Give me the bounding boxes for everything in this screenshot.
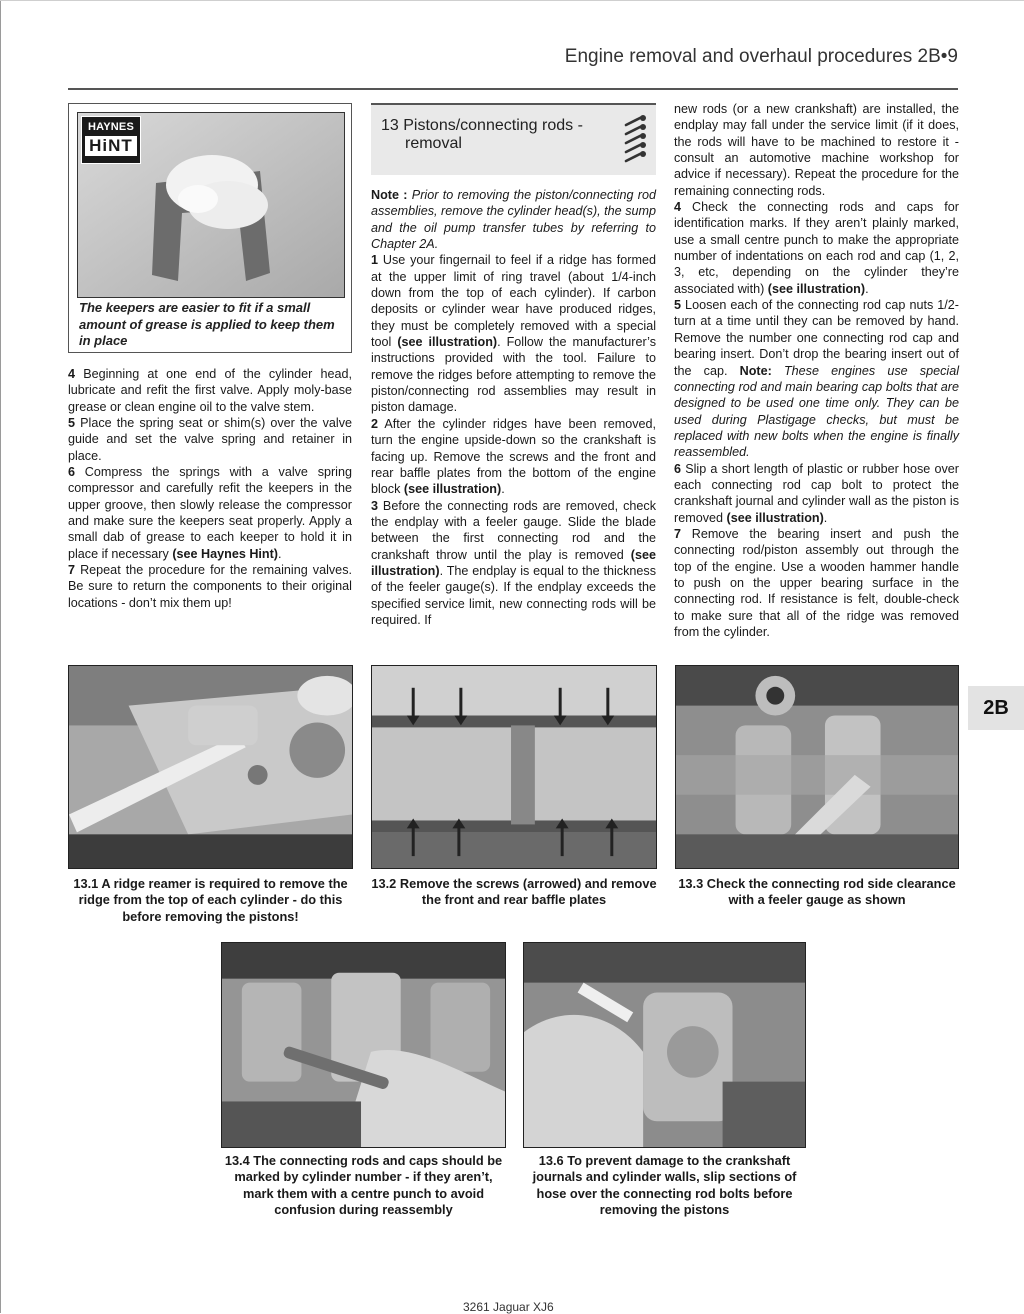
figure-13-1-photo xyxy=(68,665,353,869)
figure-13-4-image xyxy=(222,943,505,1147)
figure-13-1-caption: 13.1 A ridge reamer is required to remove the ridge from the top of each cylinder - do this before removing the pistons! xyxy=(73,876,348,924)
step-number: 6 xyxy=(68,465,76,480)
note-text: These engines use special connecting rod and main bearing cap bolts that are designed to be used one time only. They can be used during Plastigage checks, but must be replaced with new bolts when the engine is finally reassembled. xyxy=(674,363,959,460)
paragraph-text: . The endplay is equal to the thickness of the feeler gauge(s). If the endplay exceeds the specified service limit, new connecting rods will be required. If xyxy=(371,563,656,627)
hint-caption: The keepers are easier to fit if a small amount of grease is applied to keep them in place xyxy=(79,300,335,348)
figure-13-2-caption: 13.2 Remove the screws (arrowed) and remove the front and rear baffle plates xyxy=(371,876,657,908)
step-number: 6 xyxy=(674,461,682,476)
figure-13-1-image xyxy=(69,666,352,868)
step-number: 2 xyxy=(371,416,379,431)
paragraph-2 xyxy=(371,416,656,498)
paragraph-7-rods xyxy=(674,526,959,640)
figure-13-2-image xyxy=(372,666,656,868)
paragraph-1 xyxy=(371,252,656,415)
step-number: 7 xyxy=(68,563,76,578)
figure-13-4-photo xyxy=(221,942,506,1148)
paragraph-text: Beginning at one end of the cylinder head, lubricate and refit the first valve. Apply moly-base grease or clean engine oil to the valve stem. xyxy=(68,367,352,414)
paragraph-5-rods xyxy=(674,297,959,460)
paragraph-5 xyxy=(68,415,352,464)
paragraph-text: . xyxy=(278,546,282,561)
paragraph-text: Use your fingernail to feel if a ridge has formed at the upper limit of ring travel (about 1/4-inch down from the top of each cylinder). If carbon deposits or cylinder wear have produced ridges, they must be completely removed with a special tool xyxy=(371,253,656,350)
difficulty-spanner-icon xyxy=(622,115,648,171)
illustration-reference: (see illustration) xyxy=(726,510,824,525)
paragraph-text: . xyxy=(865,281,869,296)
column-3 xyxy=(674,101,959,640)
paragraph-text: Place the spring seat or shim(s) over the valve guide and set the valve spring and retainer in place. xyxy=(68,416,352,463)
paragraph-4-rods xyxy=(674,199,959,297)
section-title-sub: removal xyxy=(405,135,462,152)
step-number: 5 xyxy=(68,416,76,431)
section-heading-box xyxy=(371,103,656,175)
paragraph-text: Compress the springs with a valve spring compressor and carefully refit the keepers in the upper groove, then slowly release the compressor and make sure the keepers seat properly. Apply a small dab of grease to each keeper to hold it in place if necessary xyxy=(68,465,352,561)
page-footer: 3261 Jaguar XJ6 xyxy=(463,1300,554,1314)
figure-13-3-photo xyxy=(675,665,959,869)
chapter-tab: 2B xyxy=(968,686,1024,730)
header-rule xyxy=(68,88,958,90)
paragraph-text: . xyxy=(501,482,505,497)
step-number: 5 xyxy=(674,298,682,313)
column-2 xyxy=(371,187,656,628)
illustration-reference: (see illustration) xyxy=(397,335,498,350)
section-title xyxy=(381,117,583,153)
column-1 xyxy=(68,366,352,611)
section-title-main: 13 Pistons/connecting rods - xyxy=(381,117,583,134)
note-label: Note: xyxy=(739,363,772,378)
step-number: 7 xyxy=(674,526,682,541)
running-head: Engine removal and overhaul procedures 2B•9 xyxy=(564,46,958,67)
page-edge-left xyxy=(0,0,1,1313)
step-number: 4 xyxy=(68,367,76,381)
paragraph-text: Loosen each of the connecting rod cap nuts 1/2-turn at a time until they can be removed by hand. Remove the number one connecting rod cap and bearing insert. Don’t drop the bearing insert out of the cap. xyxy=(674,298,959,378)
figure-13-6-caption: 13.6 To prevent damage to the crankshaft journals and cylinder walls, slip sections of hose over the connecting rod bolts before removing the pistons xyxy=(532,1153,797,1218)
note-text: Prior to removing the piston/connecting rod assemblies, remove the cylinder head(s), the sump and the oil pump transfer tubes by referring to Chapter 2A. xyxy=(371,188,656,252)
paragraph-text: . xyxy=(823,510,828,525)
hint-logo-top: HAYNES xyxy=(87,121,135,133)
illustration-reference: (see illustration) xyxy=(403,482,502,497)
paragraph-continued: new rods (or a new crankshaft) are installed, the endplay may fall under the service limit (if it does, the rods will have to be machined to restore it - consult an automotive machine workshop for advice if necessary). Repeat the procedure for the remaining connecting rods. xyxy=(674,102,959,198)
step-number: 4 xyxy=(674,200,682,215)
paragraph-text: Remove the bearing insert and push the connecting rod/piston assembly out through the top of the engine. Use a wooden hammer handle to push on the upper bearing surface in the connecting rod. If resistance is felt, double-check to make sure that all of the ridge was removed from the cylinder. xyxy=(674,526,959,639)
paragraph-text: Before the connecting rods are removed, check the endplay with a feeler gauge. Slide the blade between the first connecting rod and the crankshaft throw until the play is removed xyxy=(371,498,656,562)
step-number: 1 xyxy=(371,253,379,268)
illustration-reference: (see illustration) xyxy=(767,281,866,296)
illustration-reference: (see illustration) xyxy=(371,547,656,578)
haynes-hint-logo xyxy=(81,116,141,164)
paragraph-text: Check the connecting rods and caps for identification marks. If they aren’t plainly marked, use a small centre punch to make the appropriate number of indentations on each rod and cap (1, 2, 3, etc, depending on the cylinder they’re associated with) xyxy=(674,200,959,296)
paragraph-7 xyxy=(68,562,352,611)
note-paragraph xyxy=(371,187,656,252)
note-label: Note : xyxy=(371,188,408,202)
figure-13-4-caption: 13.4 The connecting rods and caps should be marked by cylinder number - if they aren’t, mark them with a centre punch to avoid confusion during reassembly xyxy=(224,1153,503,1218)
figure-13-2-photo xyxy=(371,665,657,869)
hint-reference: (see Haynes Hint) xyxy=(172,546,278,561)
hint-logo-word: HiNT xyxy=(85,136,137,156)
paragraph-text: . Follow the manufacturer’s instructions provided with the tool. Failure to remove the ridges before attempting to remove the piston/connecting rod assemblies may result in piston damage. xyxy=(371,335,656,415)
step-number: 3 xyxy=(371,498,379,513)
hint-photo xyxy=(77,112,345,298)
paragraph-3 xyxy=(371,498,656,629)
page-edge-top xyxy=(0,0,1024,1)
paragraph-text: Slip a short length of plastic or rubber hose over each connecting rod cap bolt to protect the crankshaft journal and cylinder wall as the piston is removed xyxy=(674,461,959,525)
figure-13-6-image xyxy=(524,943,805,1147)
figure-13-3-image xyxy=(676,666,958,868)
paragraph-6 xyxy=(68,464,352,562)
paragraph-text: After the cylinder ridges have been removed, turn the engine upside-down so the crankshaft is facing up. Remove the screws and the front and rear baffle plates from the bottom of the engine block xyxy=(371,416,656,497)
paragraph-6-rods xyxy=(674,461,959,526)
haynes-hint-box xyxy=(68,103,352,353)
paragraph-4 xyxy=(68,366,352,415)
paragraph-text: Repeat the procedure for the remaining valves. Be sure to return the components to their original locations - don’t mix them up! xyxy=(68,563,352,610)
figure-13-6-photo xyxy=(523,942,806,1148)
figure-13-3-caption: 13.3 Check the connecting rod side clearance with a feeler gauge as shown xyxy=(678,876,956,908)
